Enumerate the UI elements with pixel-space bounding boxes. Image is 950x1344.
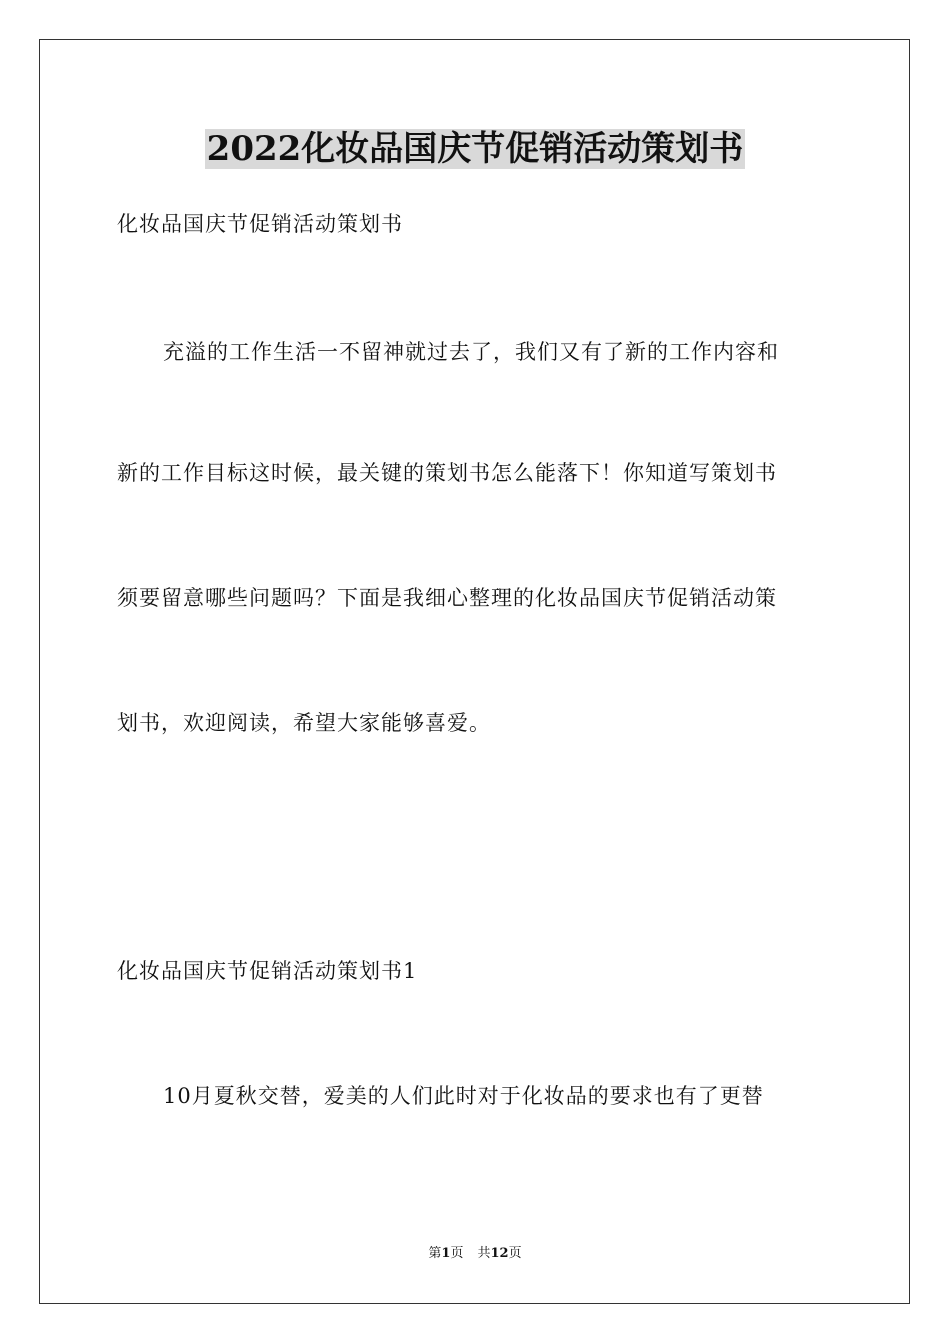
- document-subtitle: 化妆品国庆节促销活动策划书: [117, 212, 403, 236]
- footer-total-suffix: 页: [508, 1246, 522, 1261]
- footer-page-number: 1: [441, 1246, 451, 1261]
- section-line-1: 10月夏秋交替，爱美的人们此时对于化妆品的要求也有了更替: [163, 1084, 764, 1108]
- footer-total-pages: 12: [490, 1246, 509, 1261]
- intro-line-3: 须要留意哪些问题吗？下面是我细心整理的化妆品国庆节促销活动策: [117, 586, 777, 610]
- document-title: [0, 124, 950, 174]
- footer-page-prefix: 第: [428, 1246, 442, 1261]
- footer-total-prefix: 共: [477, 1246, 491, 1261]
- document-title-text: 2022化妆品国庆节促销活动策划书: [206, 129, 744, 169]
- section-heading: 化妆品国庆节促销活动策划书1: [117, 959, 418, 983]
- intro-line-1: 充溢的工作生活一不留神就过去了，我们又有了新的工作内容和: [163, 340, 779, 364]
- intro-line-2: 新的工作目标这时候，最关键的策划书怎么能落下！你知道写策划书: [117, 461, 777, 485]
- page-footer: [0, 1244, 950, 1264]
- intro-line-4: 划书，欢迎阅读，希望大家能够喜爱。: [117, 711, 491, 735]
- footer-page-suffix: 页: [450, 1246, 464, 1261]
